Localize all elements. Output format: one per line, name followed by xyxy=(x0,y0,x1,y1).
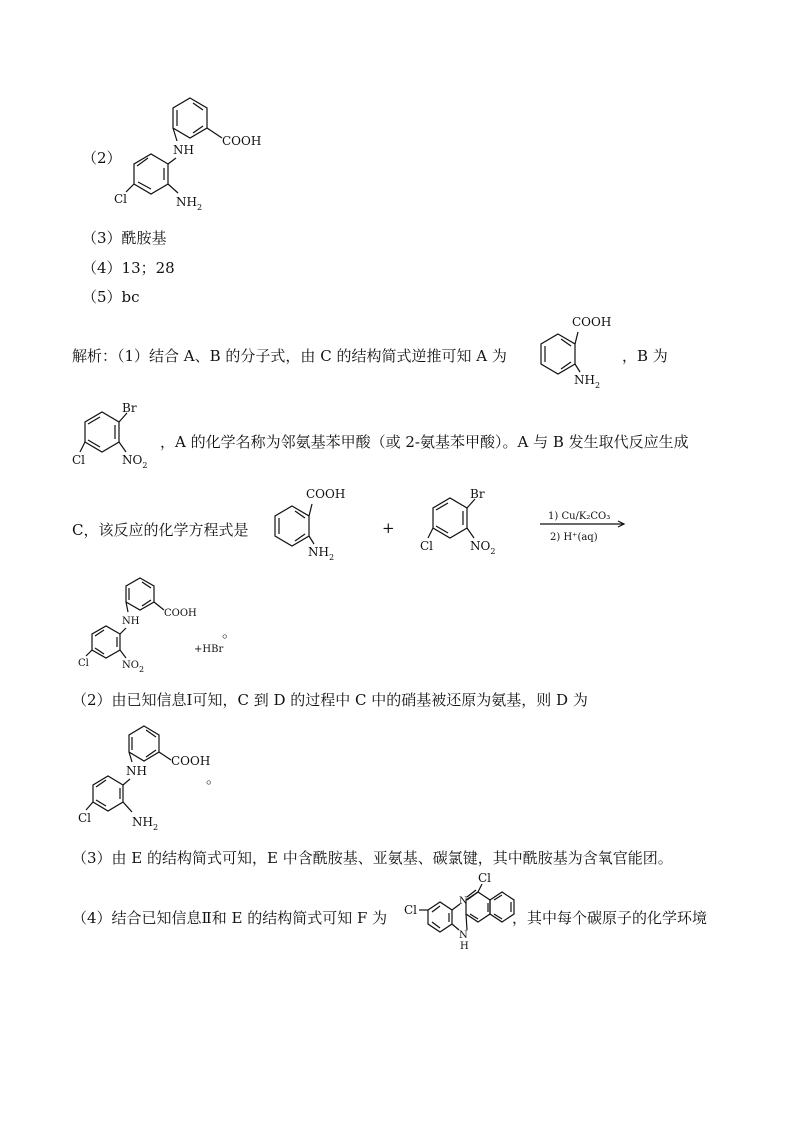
cl-label: Cl xyxy=(78,811,92,825)
analysis-line-2: ，A 的化学名称为邻氨基苯甲酸（或 2-氨基苯甲酸）。A 与 B 发生取代反应生成 xyxy=(160,433,689,451)
equation-reactant-b xyxy=(420,486,520,564)
analysis-line-3: C，该反应的化学方程式是 xyxy=(72,521,249,539)
structure-b xyxy=(72,400,172,478)
structure-d-answer xyxy=(114,88,268,218)
answer-2-number: （2） xyxy=(82,149,122,167)
equation-product-c xyxy=(76,568,224,680)
no2-label: $NO_2$ xyxy=(470,539,496,556)
cl-label-2: Cl xyxy=(478,871,492,885)
no2-label: $NO_2$ xyxy=(122,660,145,674)
nh2-label: $NH_2$ xyxy=(574,373,601,390)
cooh-label: COOH xyxy=(171,754,211,768)
br-label: Br xyxy=(122,401,137,415)
structure-a xyxy=(528,312,628,390)
no2-label: $NO_2$ xyxy=(122,453,148,470)
analysis-line-7: （3）由 E 的结构简式可知，E 中含酰胺基、亚氨基、碳氯键，其中酰胺基为含氧官能团。 xyxy=(72,849,673,867)
sentence-end-2: 。 xyxy=(206,769,222,787)
nh2-label: $NH_2$ xyxy=(176,195,203,212)
cl-label: Cl xyxy=(72,453,86,467)
nh-ring-n: N xyxy=(459,930,468,941)
answer-3: （3）酰胺基 xyxy=(82,229,167,247)
nh2-label: $NH_2$ xyxy=(132,815,159,832)
hbr-label: +HBr xyxy=(194,644,224,655)
cl-label: Cl xyxy=(78,658,89,669)
cooh-label: COOH xyxy=(572,315,612,329)
answer-5: （5）bc xyxy=(82,288,140,306)
nh-ring-h: H xyxy=(460,941,469,952)
plus-sign: + xyxy=(382,519,395,537)
nh-label: NH xyxy=(173,143,194,157)
cooh-label: COOH xyxy=(222,134,262,148)
sentence-end: 。 xyxy=(222,623,238,641)
equation-reactant-a xyxy=(262,484,362,562)
analysis-line-1b: ，B 为 xyxy=(622,347,668,365)
nh-label: NH xyxy=(126,764,147,778)
cooh-label: COOH xyxy=(164,608,197,619)
n-label: N xyxy=(459,896,468,907)
nh-label: NH xyxy=(122,616,140,627)
condition-1: 1) Cu/K₂CO₃ xyxy=(548,511,611,522)
structure-f xyxy=(404,872,522,952)
analysis-line-1a: 解析：（1）结合 A、B 的分子式，由 C 的结构简式逆推可知 A 为 xyxy=(72,347,507,365)
cl-label: Cl xyxy=(420,539,434,553)
cl-label: Cl xyxy=(114,192,128,206)
structure-d xyxy=(76,716,216,834)
analysis-line-5: （2）由已知信息Ⅰ可知，C 到 D 的过程中 C 中的硝基被还原为氨基，则 D 为 xyxy=(72,691,588,709)
reaction-arrow xyxy=(538,506,628,548)
analysis-line-8b: ，其中每个碳原子的化学环境 xyxy=(512,909,708,927)
condition-2: 2) H⁺(aq) xyxy=(550,532,598,543)
nh2-label: $NH_2$ xyxy=(308,545,335,562)
analysis-line-8a: （4）结合已知信息Ⅱ和 E 的结构简式可知 F 为 xyxy=(72,909,388,927)
answer-4: （4）13；28 xyxy=(82,259,175,277)
br-label: Br xyxy=(470,487,485,501)
cooh-label: COOH xyxy=(306,487,346,501)
cl-label: Cl xyxy=(404,903,418,917)
